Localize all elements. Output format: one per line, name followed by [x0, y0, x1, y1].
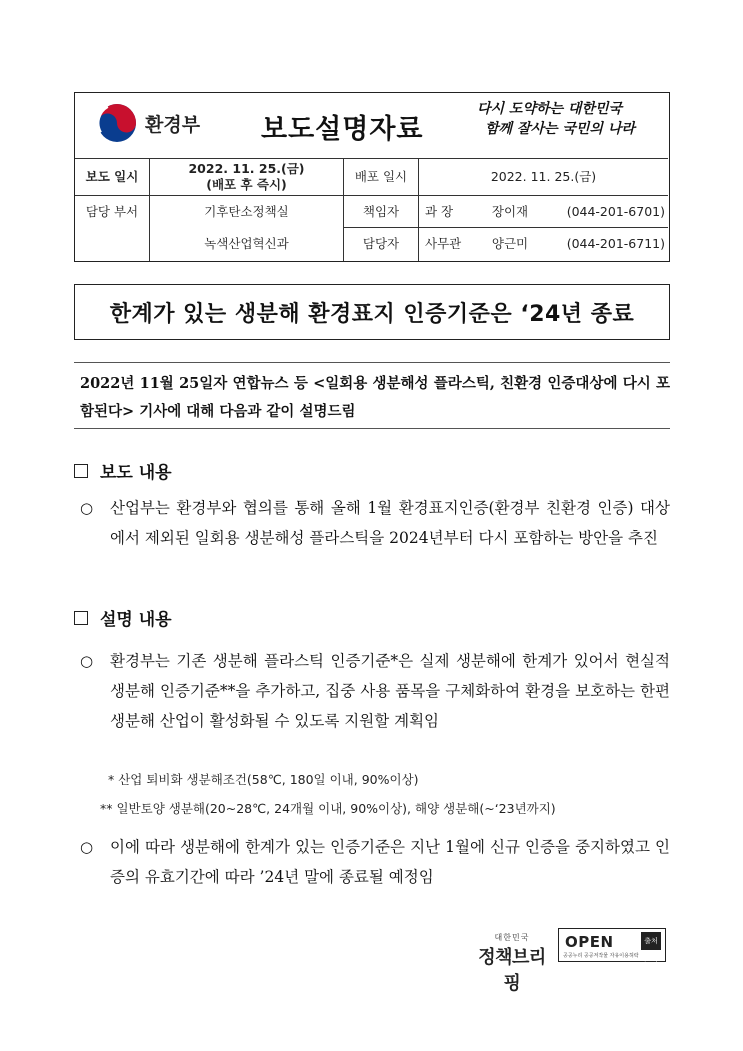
resp-phone: (044-201-6701)	[566, 203, 665, 219]
section2-heading-text: 설명 내용	[100, 610, 172, 630]
section2-text2: 이에 따라 생분해에 한계가 있는 인증기준은 지난 1월에 신규 인증을 중지하였고 인증의 유효기간에 따라 ’24년 말에 종료될 예정임	[110, 838, 670, 886]
checkbox-square-icon	[74, 464, 88, 478]
doc-type-title: 보도설명자료	[261, 114, 424, 145]
release-value-line2: (배포 후 즉시)	[206, 176, 287, 192]
slogan	[477, 99, 667, 139]
section1-text: 산업부는 환경부와 협의를 통해 올해 1월 환경표지인증(환경부 친환경 인증) 대상에서 제외된 일회용 생분해성 플라스틱을 2024년부터 다시 포함하는 방안을 추진	[110, 499, 670, 547]
brief-small-text: 대한민국	[494, 933, 530, 942]
headline-box: 한계가 있는 생분해 환경표지 인증기준은 ‘24년 종료	[74, 284, 670, 340]
open-subtext: 공공누리 공공저작물 자유이용허락	[563, 953, 639, 959]
circle-bullet-icon: ○	[80, 499, 94, 517]
slogan-line1: 다시 도약하는 대한민국	[477, 101, 622, 117]
open-text: OPEN	[565, 933, 614, 951]
resp-title: 과 장	[425, 203, 454, 219]
release-value-line1: 2022. 11. 25.(금)	[188, 160, 305, 176]
taegeuk-icon	[95, 101, 139, 145]
staff-phone: (044-201-6711)	[566, 236, 665, 251]
ministry-name: 환경부	[145, 113, 201, 136]
summary-bottom-rule	[74, 428, 670, 429]
section1-heading	[74, 458, 172, 483]
resp-label: 책임자	[362, 203, 400, 219]
policy-briefing-logo	[472, 932, 552, 995]
summary-text: 2022년 11월 25일자 연합뉴스 등 <일회용 생분해성 플라스틱, 친환경 인증대상에 다시 포함된다> 기사에 대해 다음과 같이 설명드림	[80, 375, 670, 420]
circle-bullet-icon: ○	[80, 838, 94, 856]
section2-paragraph2	[80, 832, 670, 892]
dept-label: 담당 부서	[85, 204, 139, 219]
section1-paragraph	[80, 493, 670, 553]
dept-line1: 기후탄소정책실	[204, 204, 289, 219]
slogan-line2: 함께 잘사는 국민의 나라	[485, 121, 635, 137]
section2-paragraph1	[80, 646, 670, 736]
kogl-open-logo	[558, 928, 666, 962]
circle-bullet-icon: ○	[80, 652, 94, 670]
summary-top-rule	[74, 362, 670, 363]
section2-text1: 환경부는 기존 생분해 플라스틱 인증기준*은 실제 생분해에 한계가 있어서 현실적 생분해 인증기준**을 추가하고, 집중 사용 품목을 구체화하여 환경을 보호하는 한편 생분해 산업이 활성화될 수 있도록 지원할 계획임	[110, 652, 670, 730]
header-table	[74, 92, 670, 262]
checkbox-square-icon	[74, 611, 88, 625]
staff-label: 담당자	[362, 236, 400, 251]
release-value	[150, 158, 343, 195]
dept-line2: 녹색산업혁신과	[204, 236, 289, 251]
resp-name: 장이재	[491, 203, 529, 219]
section1-heading-text: 보도 내용	[100, 463, 172, 483]
section2-heading	[74, 605, 172, 630]
footnote-1: * 산업 퇴비화 생분해조건(58℃, 180일 이내, 90%이상)	[108, 772, 419, 787]
staff-name: 양근미	[491, 236, 529, 251]
dist-label: 배포 일시	[354, 168, 408, 184]
ministry-logo	[95, 101, 200, 145]
brief-big-text: 정책브리핑	[478, 947, 546, 994]
dist-value: 2022. 11. 25.(금)	[490, 168, 597, 184]
release-label: 보도 일시	[85, 168, 139, 184]
footnote-2: ** 일반토양 생분해(20~28℃, 24개월 이내, 90%이상), 해양 생분해(~‘23년까지)	[100, 801, 556, 816]
attribution-badge: 출처표시	[641, 932, 661, 950]
staff-title: 사무관	[425, 236, 462, 251]
